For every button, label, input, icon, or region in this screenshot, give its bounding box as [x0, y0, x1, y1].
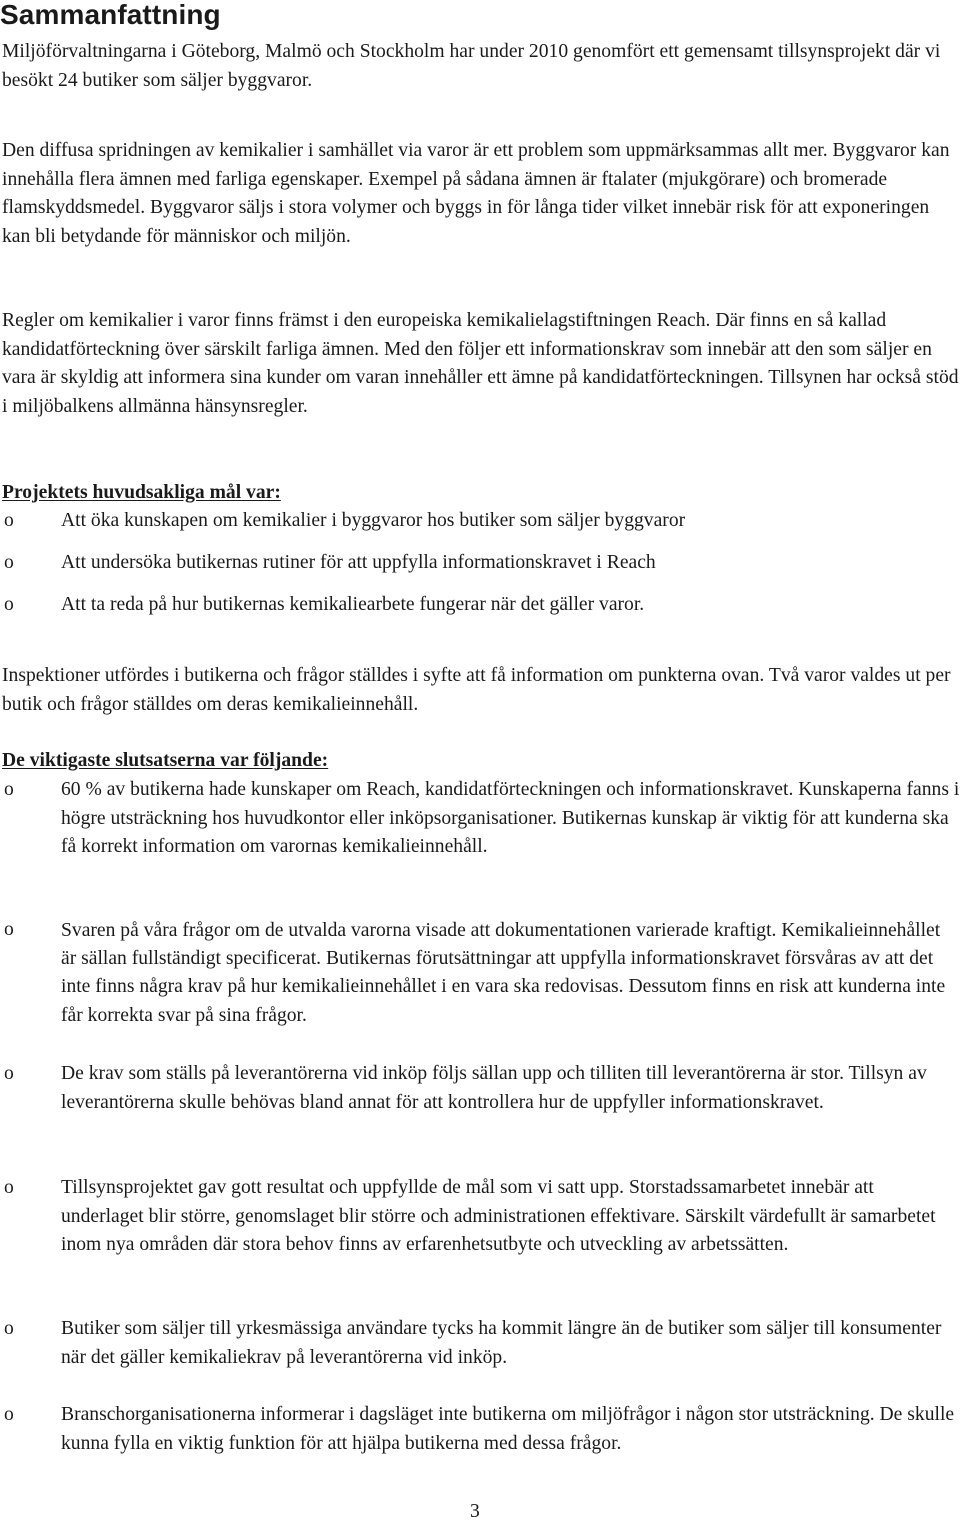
intro-paragraph: Miljöförvaltningarna i Göteborg, Malmö och Stockholm har under 2010 genomfört ett gemensamt tillsynsprojekt där vi besökt 24 butiker som säljer byggvaror.	[2, 41, 941, 91]
conclusion-bullet-marker: o	[4, 1063, 14, 1084]
conclusion-item: Tillsynsprojektet gav gott resultat och uppfyllde de mål som vi satt upp. Storstadssamarbetet innebär att underlaget blir större, genomslaget blir större och administrationen effektivare. Särskilt värdefullt är samarbetet inom nya områden där stora behov finns av erfarenhetsutbyte och utveckling av arbetssätten.	[61, 1177, 936, 1256]
goals-heading: Projektets huvudsakliga mål var:	[2, 482, 281, 503]
page-number: 3	[470, 1501, 480, 1522]
goal-bullet-marker: o	[4, 552, 14, 573]
goal-item: Att öka kunskapen om kemikalier i byggvaror hos butiker som säljer byggvaror	[61, 510, 686, 531]
regulation-paragraph: Regler om kemikalier i varor finns främst i den europeiska kemikalielagstiftningen Reach. Där finns en så kallad kandidatförteckning över särskilt farliga ämnen. Med den följer ett informationskrav som innebär att den som säljer en vara är skyldig att informera sina kunder om varan innehåller ett ämne på kandidatförteckningen. Tillsynen har också stöd i miljöbalkens allmänna hänsynsregler.	[2, 310, 959, 417]
conclusions-heading: De viktigaste slutsatserna var följande:	[2, 750, 329, 771]
conclusion-item: Svaren på våra frågor om de utvalda varorna visade att dokumentationen varierade kraftigt. Kemikalieinnehållet är sällan fullständigt specificerat. Butikernas förutsättningar att uppfylla informationskravet försvåras av att det inte finns några krav på hur kemikalieinnehållet i en vara ska redovisas. Dessutom finns en risk att kunderna inte får korrekta svar på sina frågor.	[61, 920, 946, 1026]
inspection-paragraph: Inspektioner utfördes i butikerna och frågor ställdes i syfte att få information om punkterna ovan. Två varor valdes ut per butik och frågor ställdes om deras kemikalieinnehåll.	[2, 665, 951, 715]
conclusion-bullet-marker: o	[4, 919, 14, 940]
conclusion-bullet-marker: o	[4, 1318, 14, 1339]
goal-bullet-marker: o	[4, 594, 14, 615]
conclusion-bullet-marker: o	[4, 779, 14, 800]
background-paragraph: Den diffusa spridningen av kemikalier i samhället via varor är ett problem som uppmärksammas allt mer. Byggvaror kan innehålla flera ämnen med farliga egenskaper. Exempel på sådana ämnen är ftalater (mjukgörare) och bromerade flamskyddsmedel. Byggvaror säljs i stora volymer och byggs in för långa tider vilket innebär risk för att exponeringen kan bli betydande för människor och miljön.	[2, 140, 950, 247]
conclusion-bullet-marker: o	[4, 1177, 14, 1198]
conclusion-item: 60 % av butikerna hade kunskaper om Reach, kandidatförteckningen och informationskravet. Kunskaperna fanns i högre utsträckning hos huvudkontor eller inköpsorganisationer. Butikernas kunskap är viktig för att kunderna ska få korrekt information om varornas kemikalieinnehåll.	[61, 779, 960, 858]
conclusion-item: Branschorganisationerna informerar i dagsläget inte butikerna om miljöfrågor i någon stor utsträckning. De skulle kunna fylla en viktig funktion för att hjälpa butikerna med dessa frågor.	[61, 1404, 955, 1454]
page-title: Sammanfattning	[0, 0, 221, 30]
goal-bullet-marker: o	[4, 510, 14, 531]
conclusion-bullet-marker: o	[4, 1404, 14, 1425]
goal-item: Att ta reda på hur butikernas kemikaliearbete fungerar när det gäller varor.	[61, 594, 645, 615]
conclusion-item: De krav som ställs på leverantörerna vid inköp följs sällan upp och tilliten till leverantörerna är stor. Tillsyn av leverantörerna skulle behövas bland annat för att kontrollera hur de uppfyller informationskravet.	[61, 1063, 927, 1113]
conclusion-item: Butiker som säljer till yrkesmässiga användare tycks ha kommit längre än de butiker som säljer till konsumenter när det gäller kemikaliekrav på leverantörerna vid inköp.	[61, 1318, 942, 1368]
goal-item: Att undersöka butikernas rutiner för att uppfylla informationskravet i Reach	[61, 552, 656, 573]
